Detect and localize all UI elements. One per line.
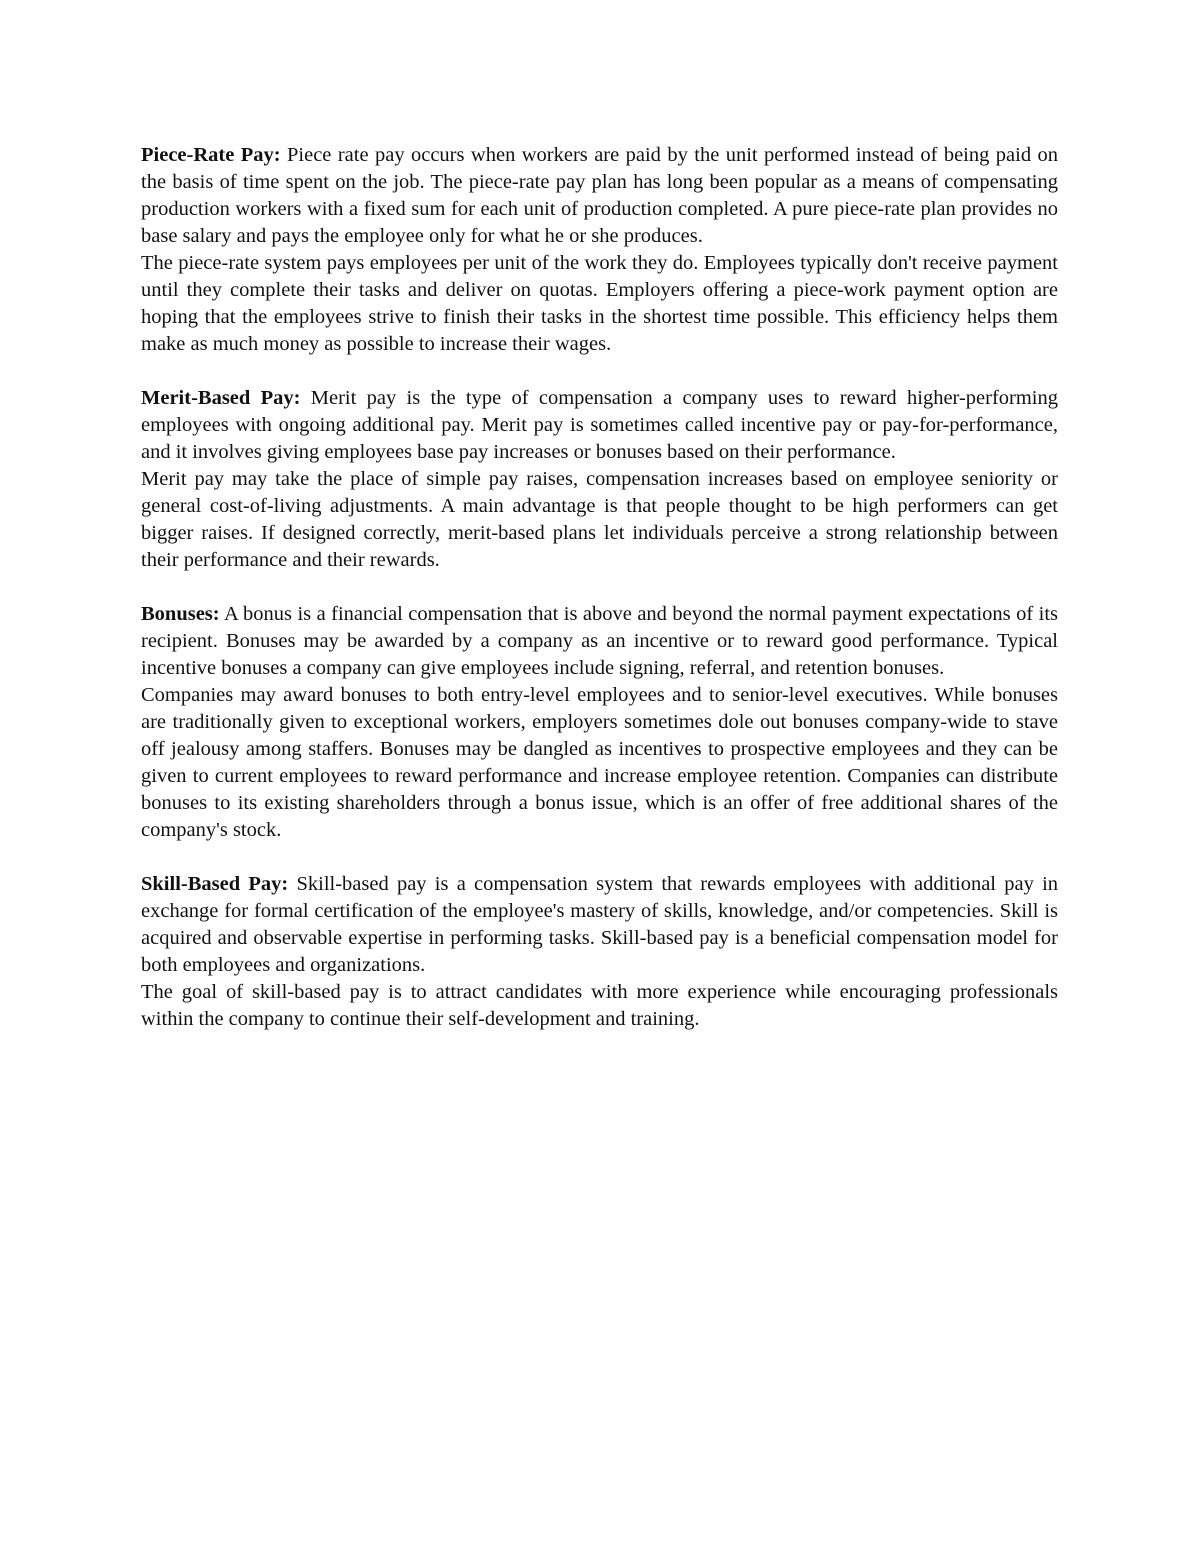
section-intro-paragraph bbox=[141, 142, 1058, 250]
section-body-paragraph: Merit pay may take the place of simple pay raises, compensation increases based on employee seniority or general cost-of-living adjustments. A main advantage is that people thought to be high performers can get bigger raises. If designed correctly, merit-based plans let individuals perceive a strong relationship between their performance and their rewards. bbox=[141, 468, 1058, 571]
section-body-paragraph: The goal of skill-based pay is to attract candidates with more experience while encouraging professionals within the company to continue their self-development and training. bbox=[141, 981, 1058, 1030]
section-bonuses bbox=[141, 601, 1058, 844]
section-piece-rate-pay bbox=[141, 142, 1058, 358]
section-term: Merit-Based Pay: bbox=[141, 387, 301, 409]
section-intro-paragraph bbox=[141, 871, 1058, 979]
section-term: Piece-Rate Pay: bbox=[141, 144, 281, 166]
section-body-paragraph: Companies may award bonuses to both entry-level employees and to senior-level executives. While bonuses are traditionally given to exceptional workers, employers sometimes dole out bonuses company-wide to stave off jealousy among staffers. Bonuses may be dangled as incentives to prospective employees and they can be given to current employees to reward performance and increase employee retention. Companies can distribute bonuses to its existing shareholders through a bonus issue, which is an offer of free additional shares of the company's stock. bbox=[141, 684, 1058, 841]
section-intro-text: Piece rate pay occurs when workers are paid by the unit performed instead of being paid on the basis of time spent on the job. The piece-rate pay plan has long been popular as a means of compensating production workers with a fixed sum for each unit of production completed. A pure piece-rate plan provides no base salary and pays the employee only for what he or she produces. bbox=[141, 144, 1058, 247]
section-intro-paragraph bbox=[141, 601, 1058, 682]
section-intro-text: A bonus is a financial compensation that is above and beyond the normal payment expectations of its recipient. Bonuses may be awarded by a company as an incentive or to reward good performance. Typical incentive bonuses a company can give employees include signing, referral, and retention bonuses. bbox=[141, 603, 1058, 679]
section-intro-paragraph bbox=[141, 385, 1058, 466]
document-body bbox=[141, 142, 1058, 1060]
section-term: Skill-Based Pay: bbox=[141, 873, 289, 895]
section-body-paragraph: The piece-rate system pays employees per unit of the work they do. Employees typically don't receive payment until they complete their tasks and deliver on quotas. Employers offering a piece-work payment option are hoping that the employees strive to finish their tasks in the shortest time possible. This efficiency helps them make as much money as possible to increase their wages. bbox=[141, 252, 1058, 355]
section-merit-based-pay bbox=[141, 385, 1058, 574]
section-skill-based-pay bbox=[141, 871, 1058, 1033]
section-intro-text: Merit pay is the type of compensation a company uses to reward higher-performing employees with ongoing additional pay. Merit pay is sometimes called incentive pay or pay-for-performance, and it involves giving employees base pay increases or bonuses based on their performance. bbox=[141, 387, 1059, 463]
section-term: Bonuses: bbox=[141, 603, 220, 625]
section-intro-text: Skill-based pay is a compensation system that rewards employees with additional pay in exchange for formal certification of the employee's mastery of skills, knowledge, and/or competencies. Skill is acquired and observable expertise in performing tasks. Skill-based pay is a beneficial compensation model for both employees and organizations. bbox=[141, 873, 1059, 976]
